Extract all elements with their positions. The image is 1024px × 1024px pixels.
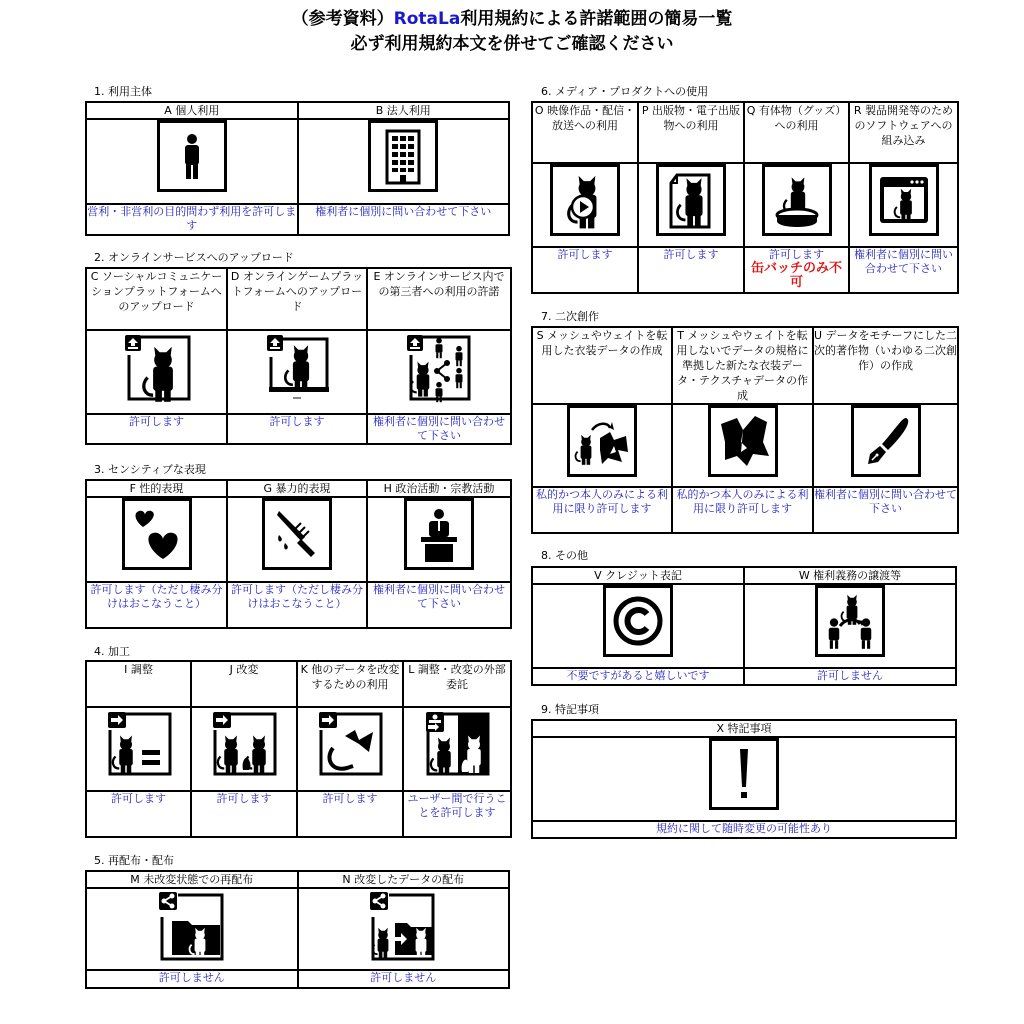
avatar-to-clothing-icon [567,405,637,477]
title-prefix: （参考資料） [291,9,394,29]
item-result-n: 許可しません [298,970,510,988]
item-header-w: W 権利義務の譲渡等 [744,567,956,584]
item-result-i: 許可します [86,791,191,837]
item-result-d: 許可します [227,414,367,444]
upload-avatar-icon [121,331,193,403]
document-avatar-icon [656,164,726,236]
item-header-c: C ソーシャルコミュニケーションプラットフォームへのアップロード [86,268,227,330]
item-header-i: I 調整 [86,661,191,707]
section-label-sensitive-expression: 3. センシティブな表現 [94,463,206,476]
page-subtitle: 必ず利用規約本文を併せてご確認ください [350,34,674,54]
item-result-c: 許可します [86,414,227,444]
item-result-p: 許可します [638,247,744,293]
item-result-s: 私的かつ本人のみによる利用に限り許可します [532,487,672,533]
item-header-h: H 政治活動・宗教活動 [367,480,511,497]
section-table-processing [85,660,512,838]
section-label-redistribution: 5. 再配布・配布 [94,854,174,867]
item-header-b: B 法人利用 [298,102,510,119]
warning-note: 缶バッチのみ不可 [750,261,842,290]
item-result-k: 許可します [297,791,403,837]
transfer-rights-icon [815,585,885,657]
clothing-icon [708,405,778,477]
knife-blood-icon [262,498,332,570]
item-result-u: 権利者に個別に問い合わせて下さい [813,487,958,533]
item-result-t: 私的かつ本人のみによる利用に限り許可します [672,487,813,533]
upload-monitor-avatar-icon [261,331,333,403]
section-table-usage-subject [85,101,510,236]
software-window-avatar-icon [869,164,939,236]
item-header-d: D オンラインゲームプラットフォームへのアップロード [227,268,367,330]
arrow-avatar-equals-icon [104,708,174,780]
office-building-icon [368,120,438,192]
item-result-m: 許可しません [86,970,298,988]
exclamation-icon [709,738,779,810]
title-suffix: 利用規約による許諾範囲の簡易一覧 [460,9,733,29]
item-result-q [744,247,849,293]
item-result-v: 不要ですがあると嬉しいです [532,668,744,685]
copyright-icon [603,585,673,657]
fountain-pen-icon [851,405,921,477]
item-header-n: N 改変したデータの配布 [298,871,510,888]
section-table-media-product [531,101,959,294]
item-result-r: 権利者に個別に問い合わせて下さい [849,247,958,293]
section-label-online-upload: 2. オンラインサービスへのアップロード [94,251,294,264]
item-result-w: 許可しません [744,668,956,685]
item-header-v: V クレジット表記 [532,567,744,584]
item-header-o: O 映像作品・配信・放送への利用 [532,102,638,163]
item-header-j: J 改変 [191,661,297,707]
section-table-derivative-works [531,326,959,534]
section-label-other: 8. その他 [541,549,588,562]
section-label-derivative-works: 7. 二次創作 [541,310,599,323]
item-header-a: A 個人利用 [86,102,298,119]
section-table-online-upload [85,267,512,445]
item-result-a: 営利・非営利の目的問わず利用を許可します [86,204,298,235]
share-folder-avatar-icon [156,889,228,963]
item-header-t: T メッシュやウェイトを転用しないでデータの規格に準拠した新たな衣装データ・テクスチャデータの作成 [672,327,813,404]
section-label-processing: 4. 加工 [94,645,130,658]
item-header-p: P 出版物・電子出版物への利用 [638,102,744,163]
section-table-sensitive-expression [85,479,512,629]
upload-share-users-icon [403,331,475,403]
page-title [0,8,1024,30]
section-label-special-notes: 9. 特記事項 [541,703,599,716]
item-result-q-text: 許可します [769,248,824,261]
item-header-u: U データをモチーフにした二次的著作物（いわゆる二次創作）の作成 [813,327,958,404]
item-result-h: 権利者に個別に問い合わせて下さい [367,582,511,628]
person-icon [157,120,227,192]
video-play-avatar-icon [550,164,620,236]
item-result-x: 規約に関して随時変更の可能性あり [532,821,956,838]
item-header-m: M 未改変状態での再配布 [86,871,298,888]
item-header-r: R 製品開発等のためのソフトウェアへの組み込み [849,102,958,163]
item-header-s: S メッシュやウェイトを転用した衣装データの作成 [532,327,672,404]
item-header-k: K 他のデータを改変するための利用 [297,661,403,707]
podium-speaker-icon [404,498,474,570]
arrow-avatar-modified-icon [209,708,279,780]
arrow-parts-icon [315,708,385,780]
brand-name: RotaLa [393,9,461,29]
section-label-usage-subject: 1. 利用主体 [94,85,152,98]
item-result-o: 許可します [532,247,638,293]
item-result-e: 権利者に個別に問い合わせて下さい [367,414,511,444]
item-header-l: L 調整・改変の外部委託 [403,661,511,707]
item-result-j: 許可します [191,791,297,837]
section-label-media-product: 6. メディア・プロダクトへの使用 [541,85,709,98]
item-header-e: E オンラインサービス内での第三者への利用の許諾 [367,268,511,330]
hearts-icon [122,498,192,570]
section-table-special-notes [531,719,957,839]
share-folder-modified-icon [367,889,439,963]
item-header-f: F 性的表現 [86,480,227,497]
section-table-other [531,566,957,686]
item-result-f: 許可します（ただし棲み分けはおこなうこと） [86,582,227,628]
item-header-q: Q 有体物（グッズ）への利用 [744,102,849,163]
section-table-redistribution [85,870,510,989]
item-result-b: 権利者に個別に問い合わせて下さい [298,204,510,235]
item-result-g: 許可します（ただし棲み分けはおこなうこと） [227,582,367,628]
outsource-avatar-icon [422,708,492,780]
item-header-x: X 特記事項 [532,720,956,737]
figure-stand-icon [762,164,832,236]
item-result-l: ユーザー間で行うことを許可します [403,791,511,837]
item-header-g: G 暴力的表現 [227,480,367,497]
